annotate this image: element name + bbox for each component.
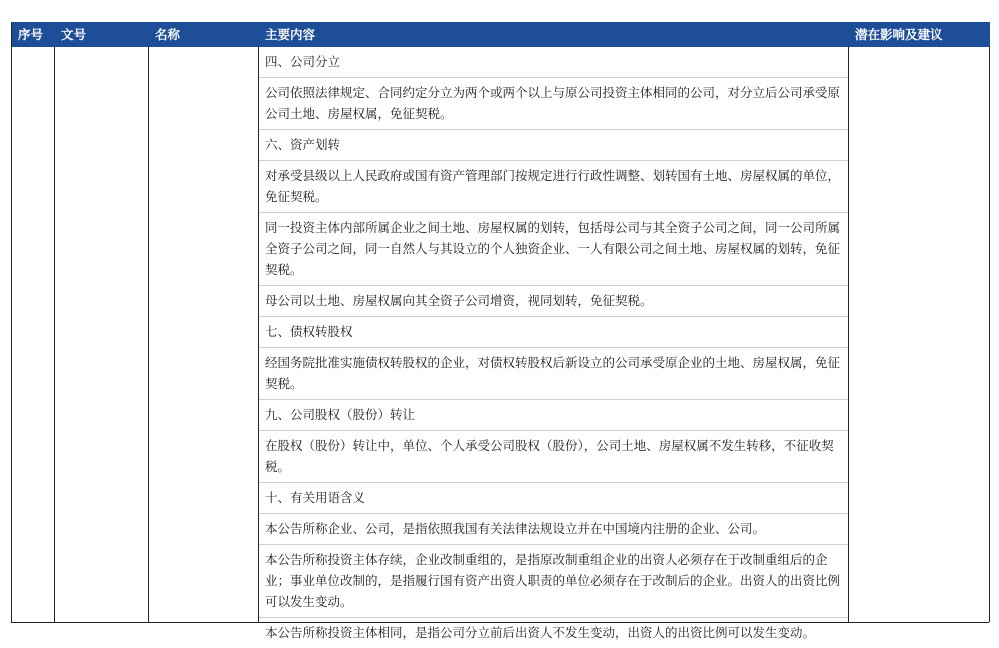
header-content: 主要内容 [265, 27, 316, 42]
content-block-heading-definitions: 十、有关用语含义 [259, 483, 848, 514]
header-doc-no: 文号 [61, 27, 87, 42]
policy-table [11, 22, 989, 640]
content-block-heading-equity-transfer: 九、公司股权（股份）转让 [259, 400, 848, 431]
column-divider-right [989, 47, 990, 622]
content-block: 在股权（股份）转让中，单位、个人承受公司股权（股份），公司土地、房屋权属不发生转移，不征收契税。 [259, 431, 848, 483]
header-name: 名称 [155, 27, 181, 42]
content-block: 本公告所称投资主体存续，企业改制重组的，是指原改制重组企业的出资人必须存在于改制重组后的企业；事业单位改制的，是指履行国有资产出资人职责的单位必须存在于改制后的企业。出资人的出资比例可以发生变动。 [259, 545, 848, 618]
column-divider-content [848, 47, 849, 622]
content-block: 经国务院批准实施债权转股权的企业，对债权转股权后新设立的公司承受原企业的土地、房屋权属，免征契税。 [259, 348, 848, 400]
content-block: 母公司以土地、房屋权属向其全资子公司增资，视同划转，免征契税。 [259, 286, 848, 317]
content-block-heading-debt-to-equity: 七、债权转股权 [259, 317, 848, 348]
content-column [259, 47, 848, 648]
content-block: 公司依照法律规定、合同约定分立为两个或两个以上与原公司投资主体相同的公司，对分立后公司承受原公司土地、房屋权属，免征契税。 [259, 78, 848, 130]
column-divider-doc-no [148, 47, 149, 622]
content-block-heading-asset-transfer: 六、资产划转 [259, 130, 848, 161]
header-seq: 序号 [18, 27, 44, 42]
content-block: 对承受县级以上人民政府或国有资产管理部门按规定进行行政性调整、划转国有土地、房屋权属的单位，免征契税。 [259, 161, 848, 213]
content-block: 同一投资主体内部所属企业之间土地、房屋权属的划转，包括母公司与其全资子公司之间，同一公司所属全资子公司之间，同一自然人与其设立的个人独资企业、一人有限公司之间土地、房屋权属的划转，免征契税。 [259, 213, 848, 286]
content-block: 本公告所称投资主体相同，是指公司分立前后出资人不发生变动，出资人的出资比例可以发生变动。 [265, 625, 816, 640]
content-block-heading-division: 四、公司分立 [259, 47, 848, 78]
table-header [12, 22, 990, 47]
column-divider-seq [54, 47, 55, 622]
header-impact: 潜在影响及建议 [855, 27, 943, 42]
content-block: 本公告所称企业、公司，是指依照我国有关法律法规设立并在中国境内注册的企业、公司。 [259, 514, 848, 545]
